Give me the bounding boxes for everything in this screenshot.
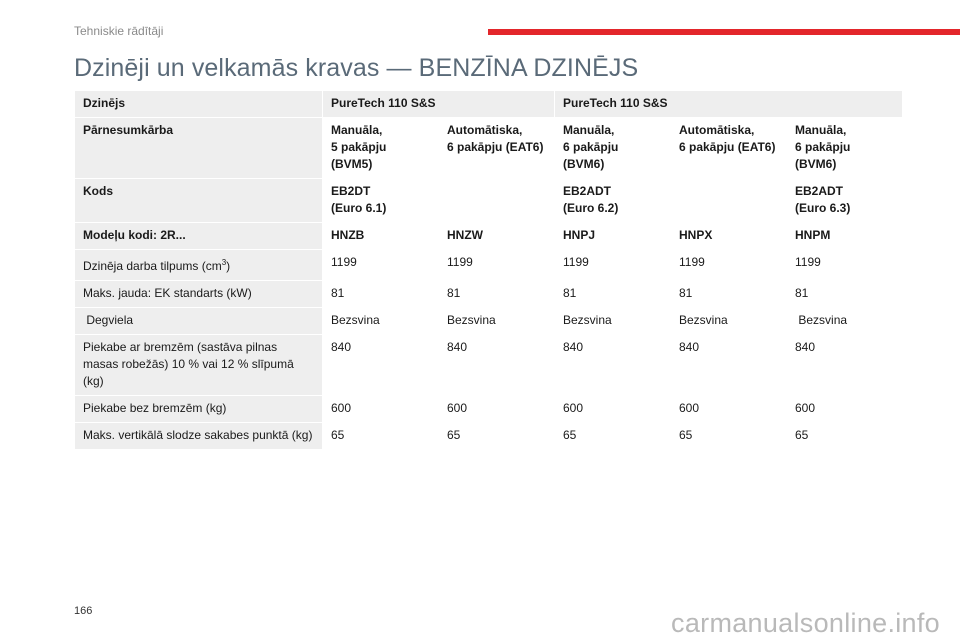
- row-label-braked-trailer: Piekabe ar bremzēm (sastāva pilnas masas robežās) 10 % vai 12 % slīpumā (kg): [75, 335, 323, 396]
- noseweight-cell: 65: [323, 423, 439, 450]
- fuel-cell: Bezsvina: [323, 308, 439, 335]
- table-row-gearbox: [75, 118, 903, 179]
- displacement-cell: 1199: [787, 250, 903, 281]
- engine-group-2: PureTech 110 S&S: [555, 91, 903, 118]
- braked-cell: 840: [555, 335, 671, 396]
- watermark-text: carmanualsonline.info: [671, 608, 940, 638]
- engine-group-1: PureTech 110 S&S: [323, 91, 555, 118]
- noseweight-cell: 65: [787, 423, 903, 450]
- power-cell: 81: [787, 281, 903, 308]
- fuel-cell: Bezsvina: [555, 308, 671, 335]
- section-accent-bar: [488, 29, 960, 35]
- code-cell-3: EB2ADT (Euro 6.3): [787, 179, 903, 223]
- model-cell: HNPJ: [555, 223, 671, 250]
- code-cell-2: EB2ADT (Euro 6.2): [555, 179, 787, 223]
- displacement-cell: 1199: [323, 250, 439, 281]
- braked-cell: 840: [323, 335, 439, 396]
- braked-cell: 840: [439, 335, 555, 396]
- model-cell: HNZB: [323, 223, 439, 250]
- row-label-code: Kods: [75, 179, 323, 223]
- table-row-power: [75, 281, 903, 308]
- table-row-nose-weight: [75, 423, 903, 450]
- row-label-displacement: Dzinēja darba tilpums $(cm^3)$: [75, 250, 323, 281]
- power-cell: 81: [671, 281, 787, 308]
- section-label: Tehniskie rādītāji: [74, 24, 164, 38]
- fuel-cell: Bezsvina: [671, 308, 787, 335]
- power-cell: 81: [439, 281, 555, 308]
- fuel-cell: Bezsvina: [787, 308, 903, 335]
- table-row-unbraked-trailer: [75, 396, 903, 423]
- model-cell: HNPX: [671, 223, 787, 250]
- gearbox-cell-1: Manuāla, 5 pakāpju (BVM5): [323, 118, 439, 179]
- noseweight-cell: 65: [671, 423, 787, 450]
- braked-cell: 840: [671, 335, 787, 396]
- row-label-fuel: Degviela: [75, 308, 323, 335]
- power-cell: 81: [323, 281, 439, 308]
- braked-cell: 840: [787, 335, 903, 396]
- unbraked-cell: 600: [555, 396, 671, 423]
- model-cell: HNZW: [439, 223, 555, 250]
- fuel-cell: Bezsvina: [439, 308, 555, 335]
- displacement-cell: 1199: [671, 250, 787, 281]
- row-label-engine: Dzinējs: [75, 91, 323, 118]
- unbraked-cell: 600: [323, 396, 439, 423]
- table-row-displacement: [75, 250, 903, 281]
- gearbox-cell-4: Automātiska, 6 pakāpju (EAT6): [671, 118, 787, 179]
- table-row-model-codes: [75, 223, 903, 250]
- code-cell-1: EB2DT (Euro 6.1): [323, 179, 555, 223]
- page-title: Dzinēji un velkamās kravas — BENZĪNA DZINĒJS: [74, 54, 639, 82]
- unbraked-cell: 600: [787, 396, 903, 423]
- row-label-unbraked-trailer: Piekabe bez bremzēm (kg): [75, 396, 323, 423]
- unbraked-cell: 600: [439, 396, 555, 423]
- page-number: 166: [74, 605, 93, 617]
- noseweight-cell: 65: [555, 423, 671, 450]
- displacement-cell: 1199: [439, 250, 555, 281]
- row-label-power: Maks. jauda: EK standarts (kW): [75, 281, 323, 308]
- engine-specs-table: [74, 90, 903, 450]
- unbraked-cell: 600: [671, 396, 787, 423]
- row-label-nose-weight: Maks. vertikālā slodze sakabes punktā (kg): [75, 423, 323, 450]
- table-row-code: [75, 179, 903, 223]
- table-row-fuel: [75, 308, 903, 335]
- displacement-cell: 1199: [555, 250, 671, 281]
- table-row-braked-trailer: [75, 335, 903, 396]
- gearbox-cell-5: Manuāla, 6 pakāpju (BVM6): [787, 118, 903, 179]
- row-label-gearbox: Pārnesumkārba: [75, 118, 323, 179]
- power-cell: 81: [555, 281, 671, 308]
- noseweight-cell: 65: [439, 423, 555, 450]
- row-label-model-codes: Modeļu kodi: 2R...: [75, 223, 323, 250]
- table-row-engine: [75, 91, 903, 118]
- gearbox-cell-3: Manuāla, 6 pakāpju (BVM6): [555, 118, 671, 179]
- gearbox-cell-2: Automātiska, 6 pakāpju (EAT6): [439, 118, 555, 179]
- model-cell: HNPM: [787, 223, 903, 250]
